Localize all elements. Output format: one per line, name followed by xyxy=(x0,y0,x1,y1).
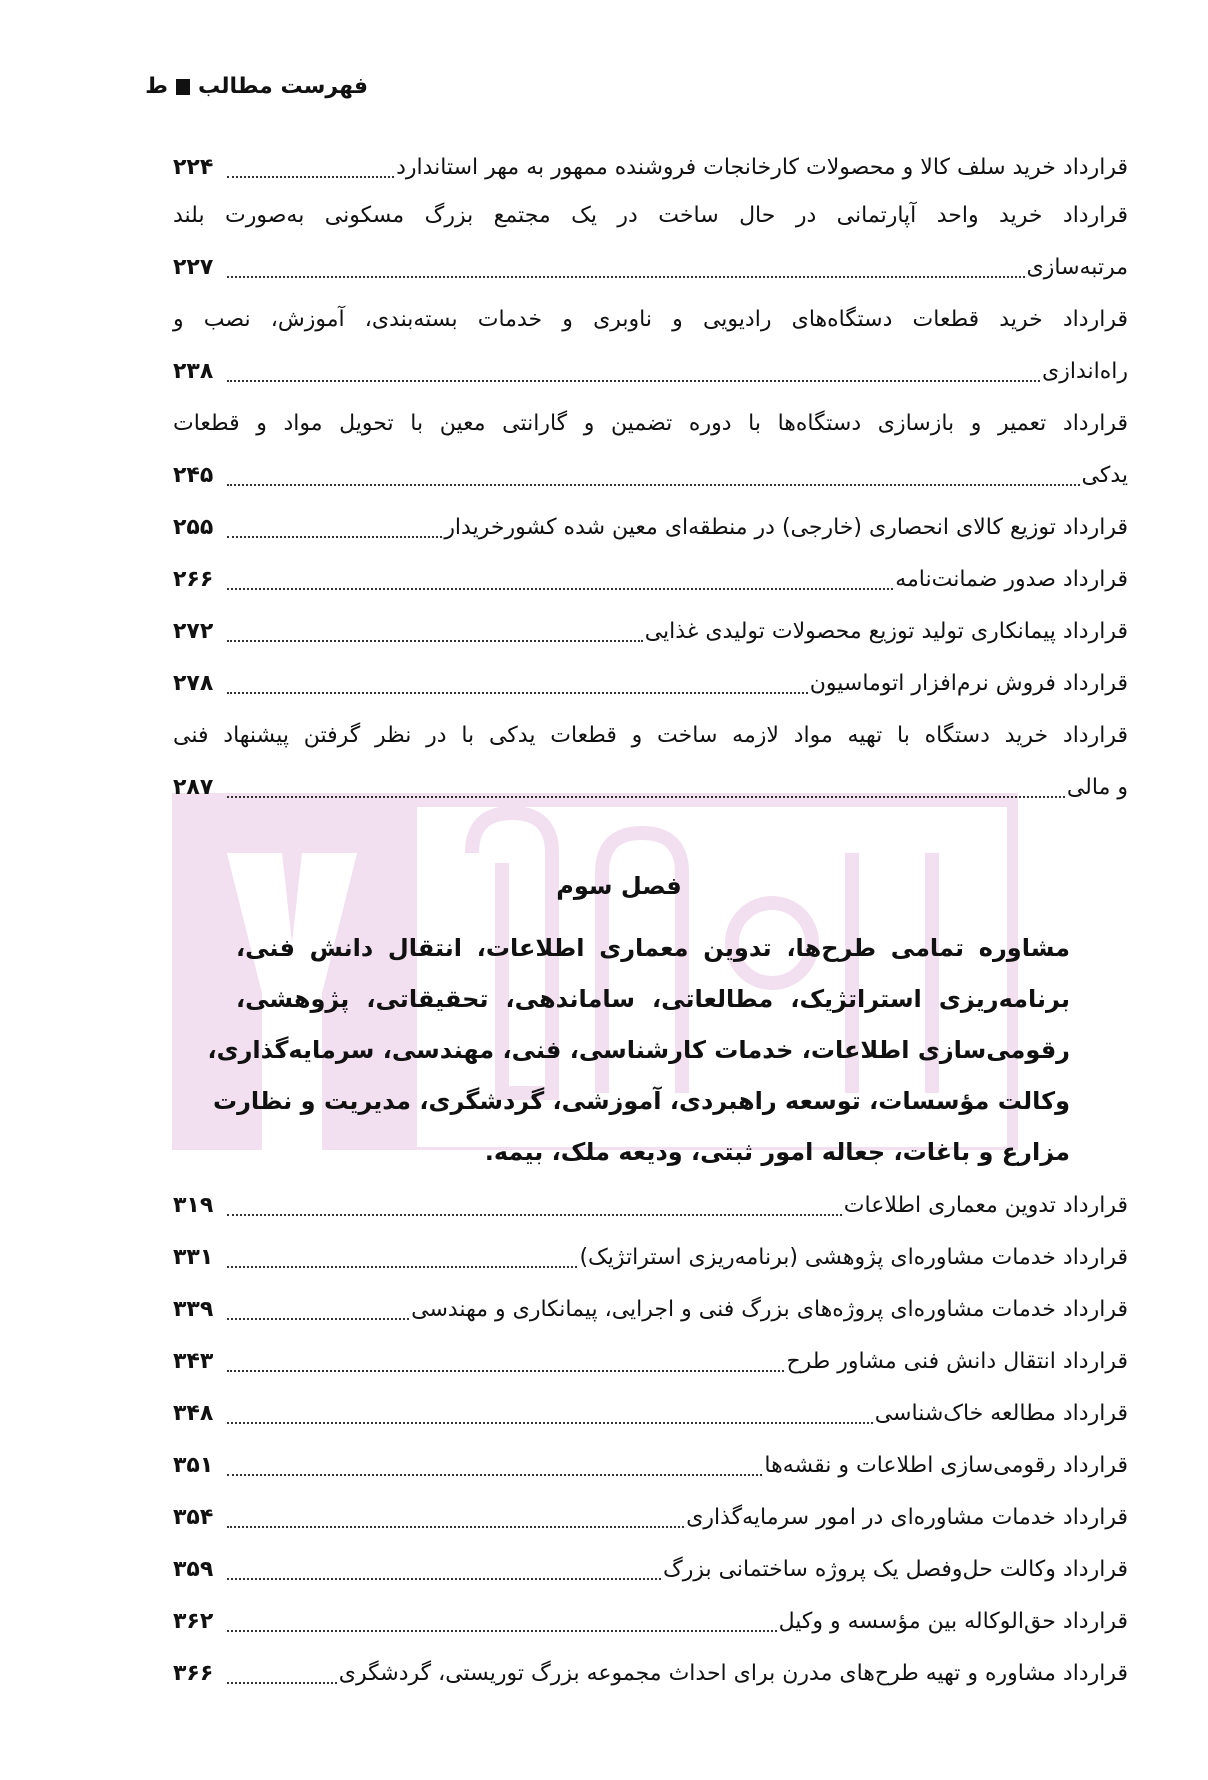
dot-leader xyxy=(227,587,893,590)
toc-entry[interactable] xyxy=(173,1290,1128,1330)
dot-leader xyxy=(227,1525,684,1528)
toc-entry-title: مرتبه‌سازی xyxy=(1026,255,1128,280)
toc-entry[interactable] xyxy=(173,248,1128,288)
toc-page-number: ۳۴۳ xyxy=(173,1349,214,1374)
toc-entry-title: و مالی xyxy=(1066,775,1128,800)
toc-entry[interactable] xyxy=(173,456,1128,496)
chapter-title-line: مزارع و باغات، جعاله امور ثبتی، ودیعه ملک، بیمه. xyxy=(484,1138,1070,1166)
dot-leader xyxy=(227,175,394,178)
dot-leader xyxy=(227,1577,661,1580)
toc-entry-title: قرارداد مطالعه خاک‌شناسی xyxy=(874,1401,1128,1426)
dot-leader xyxy=(227,795,1065,798)
square-bullet-icon xyxy=(176,79,190,95)
dot-leader xyxy=(227,535,442,538)
toc-entry[interactable] xyxy=(173,664,1128,704)
toc-page-number: ۳۶۶ xyxy=(173,1661,214,1686)
dot-leader xyxy=(227,1681,337,1684)
toc-page-number: ۳۶۲ xyxy=(173,1609,214,1634)
toc-page-number: ۲۷۸ xyxy=(173,671,214,696)
toc-entry-title: قرارداد خدمات مشاوره‌ای پروژه‌های بزرگ فنی و اجرایی، پیمانکاری و مهندسی xyxy=(411,1297,1128,1322)
dot-leader xyxy=(227,1317,409,1320)
dot-leader xyxy=(227,1369,784,1372)
toc-entry[interactable] xyxy=(173,508,1128,548)
dot-leader xyxy=(227,483,1080,486)
running-header xyxy=(145,74,368,99)
toc-entry-title: قرارداد رقومی‌سازی اطلاعات و نقشه‌ها xyxy=(764,1453,1128,1478)
toc-page-number: ۲۵۵ xyxy=(173,515,214,540)
header-title: فهرست مطالب xyxy=(197,74,368,99)
dot-leader xyxy=(227,639,643,642)
toc-page-number: ۲۴۵ xyxy=(173,463,214,488)
toc-page-number: ۲۳۸ xyxy=(173,359,214,384)
toc-entry-title: قرارداد انتقال دانش فنی مشاور طرح xyxy=(786,1349,1128,1374)
toc-page-number: ۳۳۱ xyxy=(173,1245,214,1270)
toc-page-number: ۳۵۹ xyxy=(173,1557,214,1582)
toc-entry[interactable] xyxy=(173,612,1128,652)
toc-entry-title: قرارداد مشاوره و تهیه طرح‌های مدرن برای احداث مجموعه بزرگ توریستی، گردشگری xyxy=(338,1661,1128,1686)
toc-entry[interactable] xyxy=(173,560,1128,600)
toc-page-number: ۳۱۹ xyxy=(173,1193,214,1218)
toc-entry-title: قرارداد صدور ضمانت‌نامه xyxy=(895,567,1128,592)
toc-entry-line[interactable]: قرارداد خرید واحد آپارتمانی در حال ساخت در یک مجتمع بزرگ مسکونی به‌صورت بلند xyxy=(173,203,1128,228)
dot-leader xyxy=(227,379,1040,382)
chapter-title-line: رقومی‌سازی اطلاعات، خدمات کارشناسی، فنی، مهندسی، سرمایه‌گذاری، xyxy=(207,1036,1070,1064)
toc-entry[interactable] xyxy=(173,1550,1128,1590)
toc-entry-title: یدکی xyxy=(1081,463,1128,488)
toc-page-number: ۲۸۷ xyxy=(173,775,214,800)
header-page-letter: ط xyxy=(145,74,168,99)
toc-page-number: ۲۲۴ xyxy=(173,155,214,180)
dot-leader xyxy=(227,1265,577,1268)
toc-page-number: ۲۲۷ xyxy=(173,255,214,280)
toc-entry-title: قرارداد تدوین معماری اطلاعات xyxy=(843,1193,1128,1218)
toc-page-number: ۳۴۸ xyxy=(173,1401,214,1426)
toc-entry-line[interactable]: قرارداد تعمیر و بازسازی دستگاه‌ها با دوره تضمین و گارانتی معین با تحویل مواد و قطعات xyxy=(173,411,1128,436)
chapter-title-line: برنامه‌ریزی استراتژیک، مطالعاتی، ساماندهی، تحقیقاتی، پژوهشی، xyxy=(236,985,1070,1013)
toc-entry-title: قرارداد فروش نرم‌افزار اتوماسیون xyxy=(809,671,1128,696)
toc-entry-title: قرارداد پیمانکاری تولید توزیع محصولات تولیدی غذایی xyxy=(644,619,1128,644)
chapter-title-line: مشاوره تمامی طرح‌ها، تدوین معماری اطلاعات، انتقال دانش فنی، xyxy=(236,934,1070,962)
dot-leader xyxy=(227,1629,777,1632)
toc-entry[interactable] xyxy=(173,352,1128,392)
chapter-title-line: وکالت مؤسسات، توسعه راهبردی، آموزشی، گردشگری، مدیریت و نظارت xyxy=(212,1087,1070,1115)
toc-page-number: ۳۳۹ xyxy=(173,1297,214,1322)
toc-page-number: ۲۶۶ xyxy=(173,567,214,592)
toc-entry-title: قرارداد خرید سلف کالا و محصولات کارخانجات فروشنده ممهور به مهر استاندارد xyxy=(396,155,1128,180)
dot-leader xyxy=(227,691,808,694)
toc-page-number: ۳۵۱ xyxy=(173,1453,214,1478)
toc-entry[interactable] xyxy=(173,1498,1128,1538)
chapter-label: فصل سوم xyxy=(556,872,682,900)
toc-entry-title: قرارداد حق‌الوکاله بین مؤسسه و وکیل xyxy=(778,1609,1128,1634)
toc-entry[interactable] xyxy=(173,1654,1128,1694)
toc-entry[interactable] xyxy=(173,1238,1128,1278)
dot-leader xyxy=(227,1473,762,1476)
toc-entry[interactable] xyxy=(173,1186,1128,1226)
toc-entry-line[interactable]: قرارداد خرید دستگاه با تهیه مواد لازمه ساخت و قطعات یدکی با در نظر گرفتن پیشنهاد فنی xyxy=(173,723,1128,748)
dot-leader xyxy=(227,275,1025,278)
toc-entry-line[interactable]: قرارداد خرید قطعات دستگاه‌های رادیویی و ناوبری و خدمات بسته‌بندی، آموزش، نصب و xyxy=(173,307,1128,332)
toc-entry[interactable] xyxy=(173,1602,1128,1642)
toc-entry[interactable] xyxy=(173,1394,1128,1434)
dot-leader xyxy=(227,1213,842,1216)
toc-page-number: ۳۵۴ xyxy=(173,1505,214,1530)
toc-entry-title: قرارداد توزیع کالای انحصاری (خارجی) در منطقه‌ای معین شده کشورخریدار xyxy=(444,515,1128,540)
toc-entry[interactable] xyxy=(173,1446,1128,1486)
toc-entry-title: قرارداد خدمات مشاوره‌ای پژوهشی (برنامه‌ریزی استراتژیک) xyxy=(579,1245,1128,1270)
toc-entry-title: قرارداد وکالت حل‌وفصل یک پروژه ساختمانی بزرگ xyxy=(663,1557,1128,1582)
toc-entry[interactable] xyxy=(173,1342,1128,1382)
dot-leader xyxy=(227,1421,873,1424)
toc-entry-title: قرارداد خدمات مشاوره‌ای در امور سرمایه‌گذاری xyxy=(686,1505,1128,1530)
toc-entry[interactable] xyxy=(173,148,1128,188)
toc-entry-title: راه‌اندازی xyxy=(1041,359,1128,384)
toc-page-number: ۲۷۲ xyxy=(173,619,214,644)
toc-entry[interactable] xyxy=(173,768,1128,808)
